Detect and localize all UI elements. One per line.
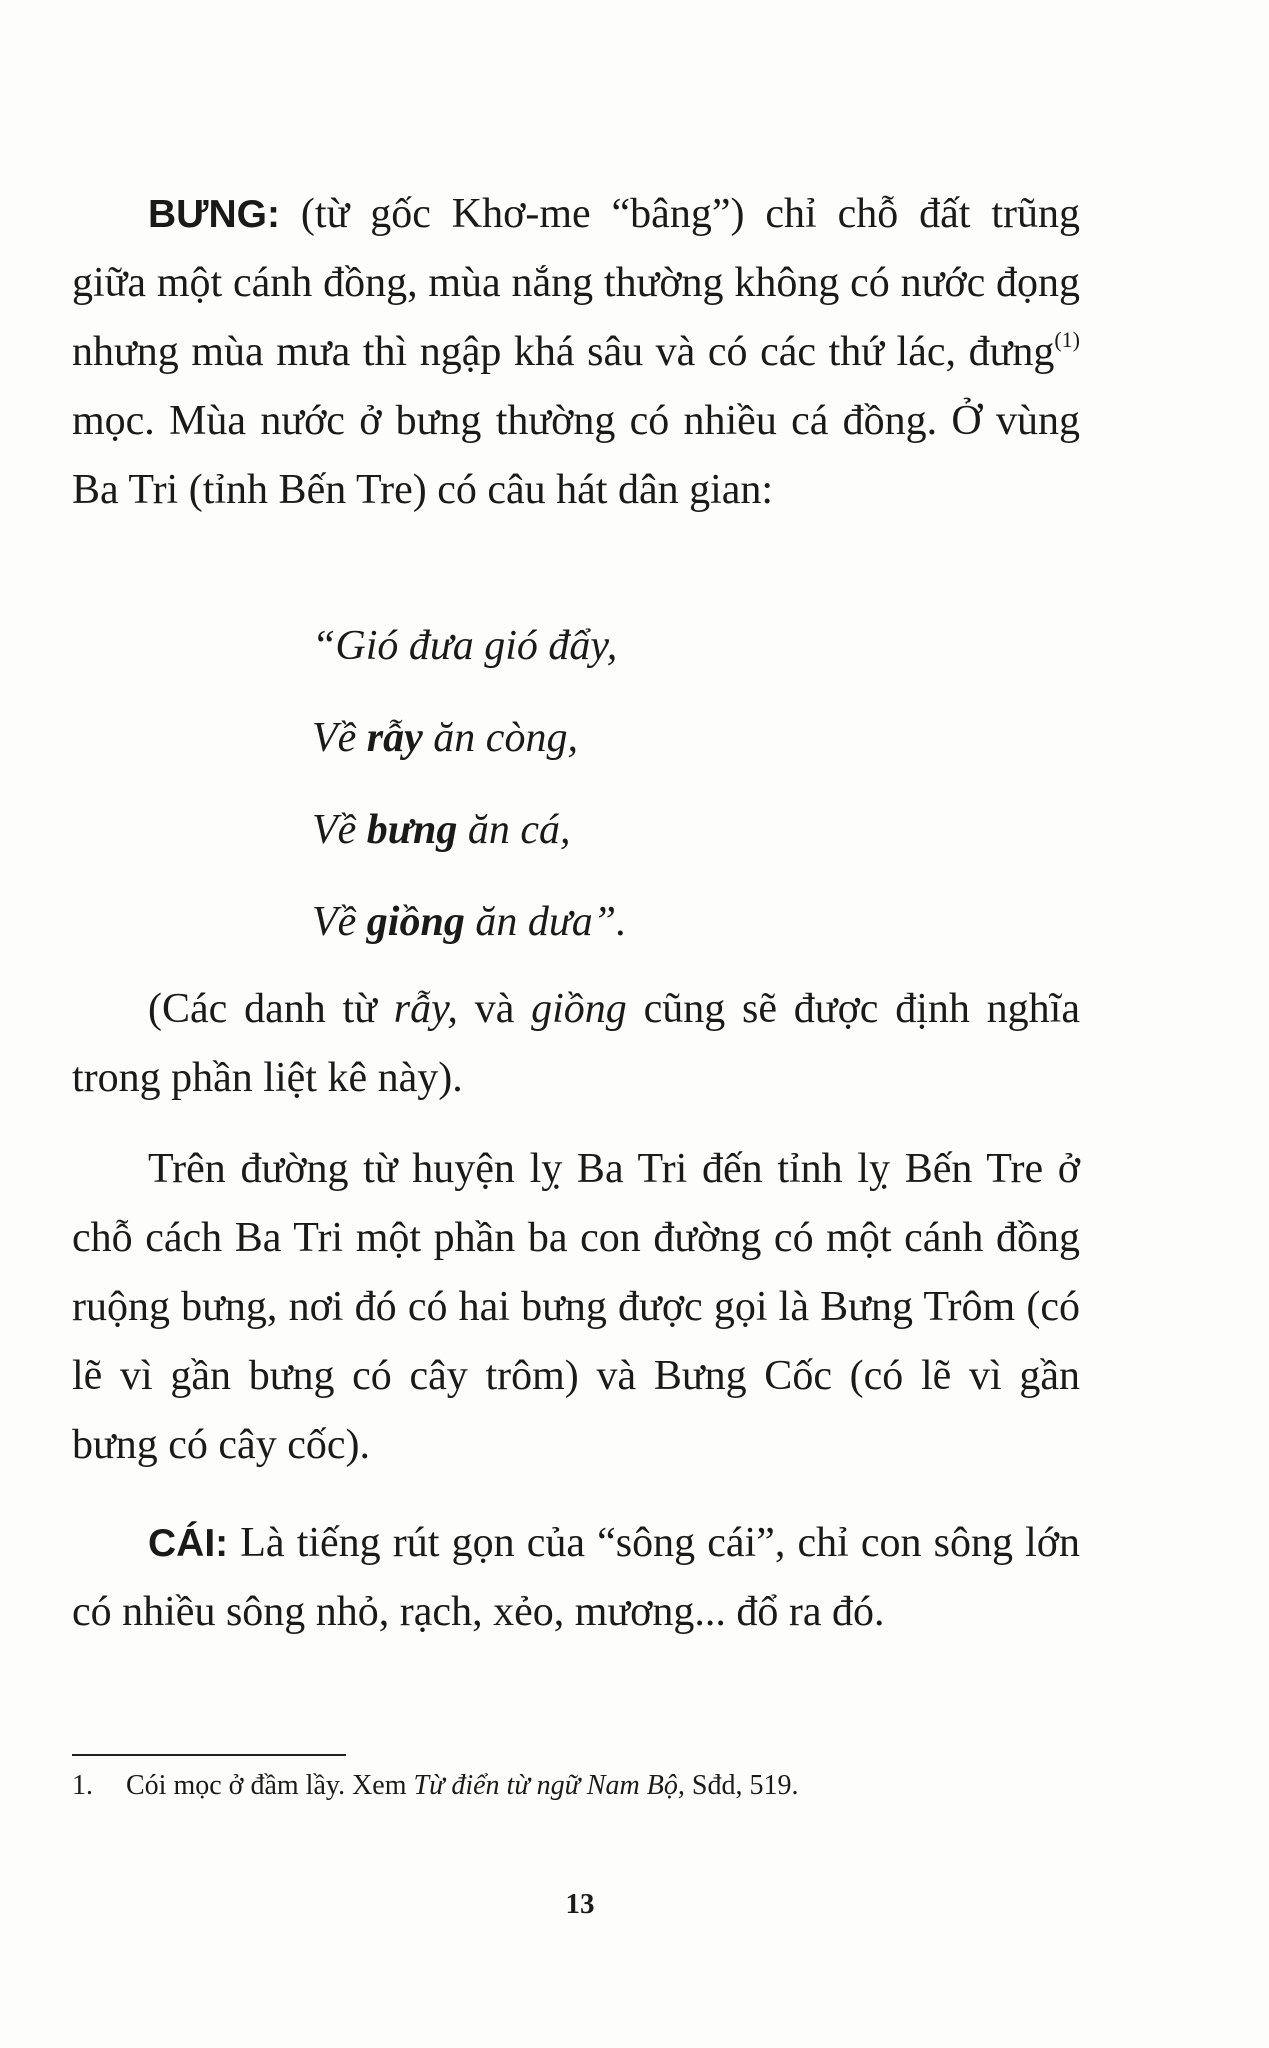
- poem-text: ăn còng,: [422, 715, 578, 761]
- poem-line: [312, 692, 627, 784]
- note-paragraph: [72, 975, 1080, 1113]
- place-paragraph: Trên đường từ huyện lỵ Ba Tri đến tỉnh lỵ Bến Tre ở chỗ cách Ba Tri một phần ba con đường có một cánh đồng ruộng bưng, nơi đó có hai bưng được gọi là Bưng Trôm (có lẽ vì gần bưng có cây trôm) và Bưng Cốc (có lẽ vì gần bưng có cây cốc).: [72, 1146, 1080, 1468]
- poem-text: Về: [312, 715, 367, 761]
- folk-song: [312, 600, 627, 968]
- headword: BƯNG:: [148, 193, 281, 236]
- poem-text: Về: [312, 807, 367, 853]
- poem-text: Về: [312, 899, 367, 945]
- poem-text: “Gió đưa gió đẩy,: [312, 623, 618, 669]
- footnote-number: 1.: [72, 1770, 93, 1801]
- poem-line: [312, 876, 627, 968]
- footnote: [72, 1766, 798, 1806]
- footnote-ref: (1): [1054, 327, 1080, 352]
- footnote-text: Cói mọc ở đầm lầy. Xem: [126, 1770, 414, 1801]
- poem-bold: giồng: [366, 899, 465, 945]
- definition-text: Là tiếng rút gọn của “sông cái”, chỉ con sông lớn có nhiều sông nhỏ, rạch, xẻo, mương... đổ ra đó.: [72, 1520, 1080, 1635]
- poem-line: [312, 784, 627, 876]
- poem-text: ăn cá,: [457, 807, 571, 853]
- poem-bold: rẫy: [366, 715, 423, 761]
- page-number: 13: [565, 1888, 595, 1920]
- headword: CÁI:: [148, 1522, 229, 1565]
- footnote-title: Từ điển từ ngữ Nam Bộ,: [413, 1770, 685, 1801]
- definition-text: (từ gốc Khơ-me “bâng”) chỉ chỗ đất trũng giữa một cánh đồng, mùa nắng thường không có nước đọng nhưng mùa mưa thì ngập khá sâu và có các thứ lác, đưng: [72, 191, 1080, 375]
- footnote-text: Sđd, 519.: [684, 1770, 799, 1801]
- poem-text: ăn dưa”.: [464, 899, 627, 945]
- italic-term: giồng: [531, 986, 627, 1032]
- text: (Các danh từ: [148, 986, 394, 1032]
- poem-line: [312, 600, 627, 692]
- entry-cai: [72, 1509, 1080, 1647]
- italic-term: rẫy,: [393, 986, 458, 1032]
- definition-text: mọc. Mùa nước ở bưng thường có nhiều cá đồng. Ở vùng Ba Tri (tỉnh Bến Tre) có câu hát dân gian:: [72, 398, 1080, 513]
- text: và: [457, 986, 532, 1032]
- footnote-divider: [72, 1754, 346, 1756]
- text: cũng sẽ được định nghĩa trong phần liệt kê này).: [72, 986, 1080, 1101]
- entry-bung: [72, 180, 1080, 525]
- poem-bold: bưng: [366, 807, 458, 853]
